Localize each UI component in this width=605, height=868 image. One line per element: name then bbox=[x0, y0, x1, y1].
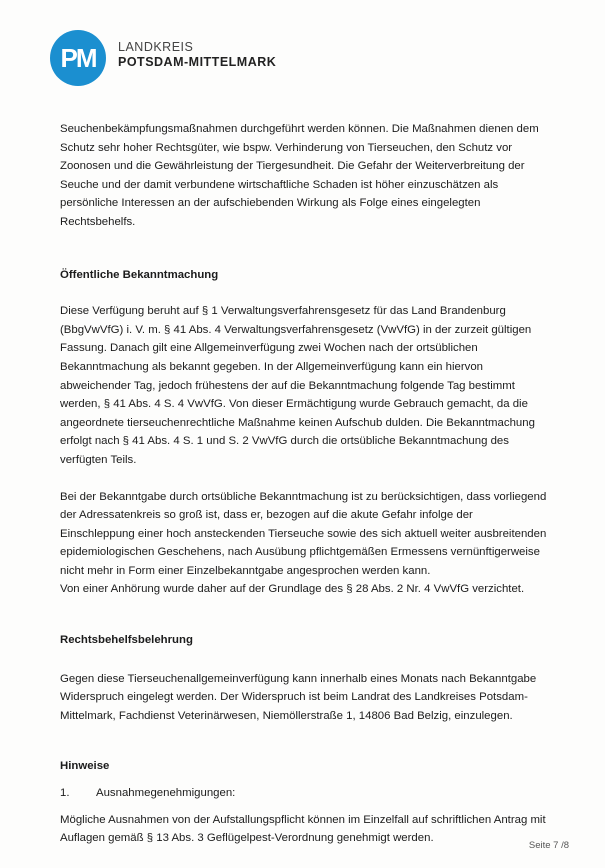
hinweis-item-1-text: Mögliche Ausnahmen von der Aufstallungspflicht können im Einzelfall auf schriftlichen Antrag mit Auflagen gemäß § 13 Abs. 3 Geflügelpest-Verordnung genehmigt werden. bbox=[60, 813, 546, 845]
page-number: Seite 7 /8 bbox=[528, 840, 569, 851]
heading-oeffentliche-bekanntmachung: Öffentliche Bekanntmachung bbox=[60, 268, 219, 281]
pm-logo bbox=[50, 30, 106, 86]
bekanntmachung-paragraph-2a: Bei der Bekanntgabe durch ortsübliche Bekanntmachung ist zu berücksichtigen, dass vorliegend der Adressatenkreis so groß ist, dass er, bezogen auf die akute Gefahr infolge der Einschleppung einer hoch ansteckenden Tierseuche sowie des sich aktuell weiter ausbreitenden epidemiologischen Geschehens, nach Ausübung pflichtgemäßen Ermessens vernünftigerweise nicht mehr in Form einer Einzelbekanntgabe angesprochen werden kann. bbox=[60, 490, 547, 577]
hinweis-item-title: Ausnahmegenehmigungen: bbox=[96, 787, 236, 800]
heading-hinweise: Hinweise bbox=[60, 760, 110, 773]
bekanntmachung-paragraph-2 bbox=[60, 488, 550, 600]
heading-rechtsbehelfsbelehrung: Rechtsbehelfsbelehrung bbox=[60, 634, 193, 647]
document-body bbox=[60, 120, 550, 848]
org-line-potsdam-mittelmark: POTSDAM-MITTELMARK bbox=[118, 55, 277, 69]
hinweis-item-number: 1. bbox=[60, 787, 70, 800]
hinweis-item-1 bbox=[60, 784, 550, 803]
intro-paragraph: Seuchenbekämpfungsmaßnahmen durchgeführt werden können. Die Maßnahmen dienen dem Schutz sehr hoher Rechtsgüter, wie bspw. Verhinderung von Tierseuchen, den Schutz vor Zoonosen und die Gewährleistung der Tiergesundheit. Die Gefahr der Weiterverbreitung der Seuche und der damit verbundene wirtschaftliche Schaden ist höher einzuschätzen als persönliche Interessen an der aufschiebenden Wirkung als Folge eines eingelegten Rechtsbehelfs. bbox=[60, 123, 539, 228]
bekanntmachung-paragraph-2b: Von einer Anhörung wurde daher auf der Grundlage des § 28 Abs. 2 Nr. 4 VwVfG verzichtet. bbox=[60, 583, 525, 596]
rechtsbehelf-paragraph: Gegen diese Tierseuchenallgemeinverfügung kann innerhalb eines Monats nach Bekanntgabe Widerspruch eingelegt werden. Der Widerspruch ist beim Landrat des Landkreises Potsdam-Mittelmark, Fachdienst Veterinärwesen, Niemöllerstraße 1, 14806 Bad Belzig, einzulegen. bbox=[60, 672, 537, 722]
organization-name bbox=[118, 40, 276, 70]
bekanntmachung-paragraph-1: Diese Verfügung beruht auf § 1 Verwaltungsverfahrensgesetz für das Land Brandenburg (BbgVwVfG) i. V. m. § 41 Abs. 4 Verwaltungsverfahrensgesetz (VwVfG) in der zurzeit gültigen Fassung. Danach gilt eine Allgemeinverfügung zwei Wochen nach der ortsüblichen Bekanntmachung als bekannt gegeben. In der Allgemeinverfügung kann ein hiervon abweichender Tag, jedoch frühestens der auf die Bekanntmachung folgende Tag bestimmt werden, § 41 Abs. 4 S. 4 VwVfG. Von dieser Ermächtigung wurde Gebrauch gemacht, da die angeordnete tierseuchenrechtliche Maßnahme keinen Aufschub dulden. Die Bekanntmachung erfolgt nach § 41 Abs. 4 S. 1 und S. 2 VwVfG durch die ortsübliche Bekanntmachung des verfügten Teils. bbox=[60, 305, 535, 466]
org-line-landkreis: LANDKREIS bbox=[118, 40, 194, 54]
logo-text: PM bbox=[60, 42, 96, 73]
